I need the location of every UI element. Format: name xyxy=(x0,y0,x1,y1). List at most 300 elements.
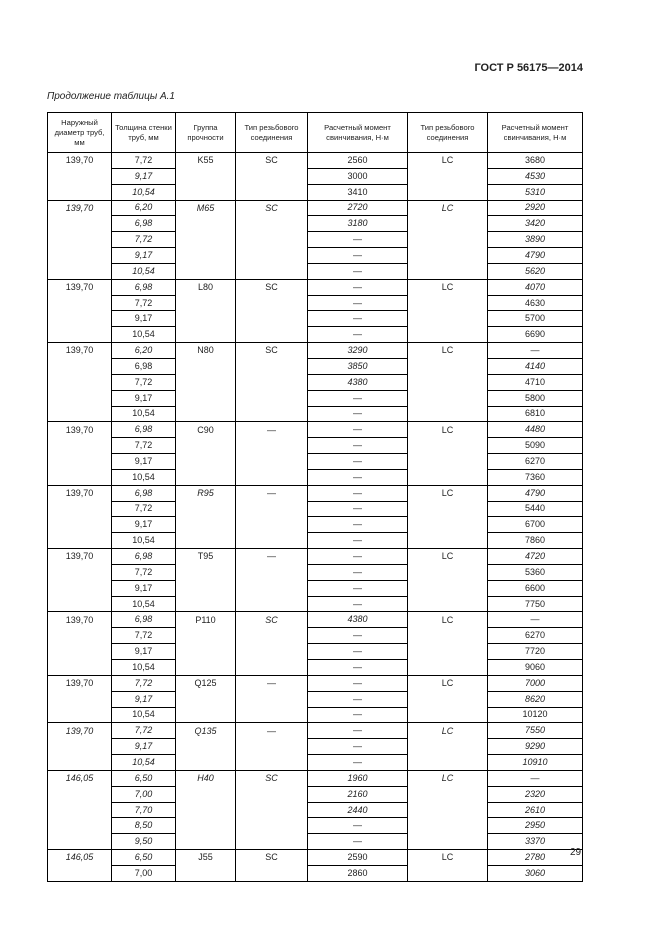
cell-torque-lc: 3060 xyxy=(488,865,583,881)
cell-torque-lc: 4720 xyxy=(488,549,583,565)
cell-torque-lc: 4790 xyxy=(488,248,583,264)
cell-outer-diameter: 146,05 xyxy=(48,770,112,786)
table-row xyxy=(48,485,583,501)
cell-outer-diameter xyxy=(48,168,112,184)
cell-wall-thickness: 7,72 xyxy=(112,628,176,644)
cell-torque-lc: — xyxy=(488,612,583,628)
cell-torque-sc: — xyxy=(308,628,408,644)
cell-wall-thickness: 6,98 xyxy=(112,279,176,295)
cell-torque-lc: 10120 xyxy=(488,707,583,723)
cell-strength-group xyxy=(176,628,236,644)
cell-outer-diameter xyxy=(48,469,112,485)
cell-wall-thickness: 9,17 xyxy=(112,248,176,264)
cell-outer-diameter: 139,70 xyxy=(48,485,112,501)
cell-torque-lc: 6270 xyxy=(488,454,583,470)
cell-torque-sc: — xyxy=(308,406,408,422)
cell-wall-thickness: 6,98 xyxy=(112,422,176,438)
cell-thread-type-sc: SC xyxy=(236,200,308,216)
cell-strength-group xyxy=(176,644,236,660)
cell-outer-diameter xyxy=(48,580,112,596)
cell-torque-sc: — xyxy=(308,723,408,739)
table-header-row xyxy=(48,113,583,153)
table-row xyxy=(48,153,583,169)
cell-outer-diameter xyxy=(48,327,112,343)
table-row xyxy=(48,406,583,422)
cell-thread-type-lc: LC xyxy=(408,770,488,786)
table-row xyxy=(48,850,583,866)
cell-wall-thickness: 6,50 xyxy=(112,770,176,786)
cell-thread-type-lc xyxy=(408,295,488,311)
cell-torque-sc: 2440 xyxy=(308,802,408,818)
cell-strength-group xyxy=(176,469,236,485)
cell-thread-type-sc: — xyxy=(236,723,308,739)
cell-wall-thickness: 7,72 xyxy=(112,564,176,580)
cell-torque-lc: 4710 xyxy=(488,374,583,390)
table-caption: Продолжение таблицы А.1 xyxy=(47,91,175,102)
cell-torque-sc: 3290 xyxy=(308,343,408,359)
cell-thread-type-sc xyxy=(236,184,308,200)
cell-strength-group xyxy=(176,358,236,374)
cell-thread-type-sc xyxy=(236,232,308,248)
cell-torque-sc: — xyxy=(308,485,408,501)
cell-thread-type-sc xyxy=(236,390,308,406)
table-row xyxy=(48,168,583,184)
cell-torque-sc: 3180 xyxy=(308,216,408,232)
cell-outer-diameter xyxy=(48,834,112,850)
table-row xyxy=(48,596,583,612)
cell-wall-thickness: 7,70 xyxy=(112,802,176,818)
cell-outer-diameter: 139,70 xyxy=(48,422,112,438)
cell-thread-type-sc: SC xyxy=(236,612,308,628)
cell-thread-type-lc xyxy=(408,818,488,834)
cell-thread-type-sc xyxy=(236,596,308,612)
table-row xyxy=(48,628,583,644)
cell-strength-group: P110 xyxy=(176,612,236,628)
cell-wall-thickness: 8,50 xyxy=(112,818,176,834)
cell-wall-thickness: 10,54 xyxy=(112,533,176,549)
cell-wall-thickness: 7,00 xyxy=(112,865,176,881)
cell-torque-sc: — xyxy=(308,390,408,406)
cell-torque-sc: — xyxy=(308,422,408,438)
cell-thread-type-sc xyxy=(236,834,308,850)
cell-thread-type-lc xyxy=(408,517,488,533)
cell-thread-type-sc xyxy=(236,755,308,771)
cell-torque-sc: 2560 xyxy=(308,153,408,169)
cell-wall-thickness: 6,98 xyxy=(112,612,176,628)
cell-torque-lc: 7750 xyxy=(488,596,583,612)
cell-thread-type-lc: LC xyxy=(408,612,488,628)
cell-thread-type-lc: LC xyxy=(408,153,488,169)
cell-thread-type-lc: LC xyxy=(408,422,488,438)
cell-strength-group xyxy=(176,707,236,723)
cell-torque-sc: — xyxy=(308,295,408,311)
cell-torque-lc: 4140 xyxy=(488,358,583,374)
cell-torque-lc: 7720 xyxy=(488,644,583,660)
cell-strength-group xyxy=(176,564,236,580)
cell-thread-type-lc: LC xyxy=(408,485,488,501)
col-header-strength-group: Группа прочности xyxy=(176,113,236,153)
cell-wall-thickness: 10,54 xyxy=(112,184,176,200)
cell-thread-type-sc xyxy=(236,580,308,596)
cell-thread-type-sc: SC xyxy=(236,343,308,359)
cell-torque-lc: 5620 xyxy=(488,263,583,279)
cell-torque-lc: 2320 xyxy=(488,786,583,802)
cell-strength-group xyxy=(176,232,236,248)
cell-thread-type-lc xyxy=(408,533,488,549)
table-row xyxy=(48,263,583,279)
cell-thread-type-lc xyxy=(408,232,488,248)
cell-wall-thickness: 9,17 xyxy=(112,168,176,184)
col-header-torque-sc: Расчетный момент свинчивания, Н·м xyxy=(308,113,408,153)
cell-thread-type-lc xyxy=(408,865,488,881)
cell-thread-type-lc xyxy=(408,628,488,644)
table-row xyxy=(48,786,583,802)
cell-strength-group: Q125 xyxy=(176,675,236,691)
cell-thread-type-lc xyxy=(408,786,488,802)
cell-torque-sc: 2860 xyxy=(308,865,408,881)
cell-torque-sc: — xyxy=(308,691,408,707)
cell-thread-type-sc xyxy=(236,660,308,676)
cell-strength-group xyxy=(176,327,236,343)
cell-thread-type-sc xyxy=(236,469,308,485)
cell-torque-sc: 4380 xyxy=(308,612,408,628)
cell-thread-type-sc: SC xyxy=(236,770,308,786)
table-row xyxy=(48,533,583,549)
cell-torque-lc: 9060 xyxy=(488,660,583,676)
cell-strength-group: M65 xyxy=(176,200,236,216)
table-row xyxy=(48,454,583,470)
cell-wall-thickness: 7,72 xyxy=(112,675,176,691)
cell-outer-diameter: 139,70 xyxy=(48,153,112,169)
cell-thread-type-sc xyxy=(236,707,308,723)
cell-outer-diameter xyxy=(48,454,112,470)
cell-torque-lc: 3680 xyxy=(488,153,583,169)
cell-strength-group xyxy=(176,533,236,549)
cell-torque-sc: — xyxy=(308,454,408,470)
cell-thread-type-lc xyxy=(408,802,488,818)
table-row xyxy=(48,390,583,406)
cell-thread-type-lc xyxy=(408,184,488,200)
table-row xyxy=(48,469,583,485)
cell-outer-diameter xyxy=(48,232,112,248)
cell-wall-thickness: 6,20 xyxy=(112,200,176,216)
cell-thread-type-sc xyxy=(236,644,308,660)
cell-outer-diameter xyxy=(48,406,112,422)
cell-thread-type-lc xyxy=(408,358,488,374)
cell-strength-group xyxy=(176,168,236,184)
cell-thread-type-lc xyxy=(408,596,488,612)
cell-thread-type-sc xyxy=(236,406,308,422)
cell-thread-type-sc xyxy=(236,438,308,454)
cell-torque-sc: 3000 xyxy=(308,168,408,184)
cell-thread-type-sc xyxy=(236,865,308,881)
cell-outer-diameter xyxy=(48,755,112,771)
cell-thread-type-lc xyxy=(408,501,488,517)
cell-thread-type-sc: SC xyxy=(236,153,308,169)
cell-wall-thickness: 9,17 xyxy=(112,691,176,707)
cell-outer-diameter xyxy=(48,818,112,834)
cell-thread-type-sc xyxy=(236,454,308,470)
col-header-wall-thickness: Толщина стенки труб, мм xyxy=(112,113,176,153)
cell-thread-type-lc xyxy=(408,739,488,755)
cell-torque-lc: 2610 xyxy=(488,802,583,818)
cell-thread-type-sc: — xyxy=(236,485,308,501)
cell-torque-sc: — xyxy=(308,564,408,580)
cell-outer-diameter xyxy=(48,295,112,311)
cell-outer-diameter xyxy=(48,644,112,660)
cell-strength-group xyxy=(176,263,236,279)
cell-strength-group xyxy=(176,580,236,596)
cell-strength-group xyxy=(176,295,236,311)
cell-torque-lc: 7360 xyxy=(488,469,583,485)
cell-wall-thickness: 7,72 xyxy=(112,723,176,739)
cell-thread-type-lc xyxy=(408,248,488,264)
cell-torque-sc: — xyxy=(308,501,408,517)
cell-strength-group: C90 xyxy=(176,422,236,438)
cell-outer-diameter xyxy=(48,263,112,279)
table-row xyxy=(48,311,583,327)
cell-wall-thickness: 9,17 xyxy=(112,454,176,470)
table-row xyxy=(48,755,583,771)
cell-torque-lc: 6810 xyxy=(488,406,583,422)
cell-outer-diameter xyxy=(48,216,112,232)
cell-strength-group xyxy=(176,739,236,755)
col-header-thread-type-sc: Тип резьбового соединения xyxy=(236,113,308,153)
cell-wall-thickness: 7,72 xyxy=(112,153,176,169)
cell-thread-type-lc: LC xyxy=(408,343,488,359)
cell-torque-sc: — xyxy=(308,549,408,565)
cell-outer-diameter xyxy=(48,628,112,644)
cell-torque-sc: 2720 xyxy=(308,200,408,216)
cell-thread-type-sc xyxy=(236,327,308,343)
cell-outer-diameter xyxy=(48,865,112,881)
table-row xyxy=(48,770,583,786)
cell-torque-lc: 4480 xyxy=(488,422,583,438)
cell-torque-sc: 3410 xyxy=(308,184,408,200)
cell-wall-thickness: 7,72 xyxy=(112,438,176,454)
cell-outer-diameter: 139,70 xyxy=(48,549,112,565)
cell-outer-diameter: 139,70 xyxy=(48,675,112,691)
cell-torque-sc: 1960 xyxy=(308,770,408,786)
table-row xyxy=(48,612,583,628)
cell-thread-type-sc: — xyxy=(236,422,308,438)
cell-torque-lc: 6700 xyxy=(488,517,583,533)
table-row xyxy=(48,802,583,818)
cell-thread-type-lc: LC xyxy=(408,549,488,565)
cell-strength-group xyxy=(176,248,236,264)
cell-torque-lc: 7000 xyxy=(488,675,583,691)
cell-torque-sc: — xyxy=(308,469,408,485)
cell-thread-type-lc: LC xyxy=(408,279,488,295)
torque-table xyxy=(47,112,583,882)
cell-wall-thickness: 6,98 xyxy=(112,216,176,232)
table-row xyxy=(48,438,583,454)
cell-strength-group xyxy=(176,184,236,200)
col-header-thread-type-lc: Тип резьбового соединения xyxy=(408,113,488,153)
cell-wall-thickness: 10,54 xyxy=(112,755,176,771)
cell-outer-diameter xyxy=(48,374,112,390)
cell-strength-group: H40 xyxy=(176,770,236,786)
page-number: 29 xyxy=(570,847,582,858)
table-row xyxy=(48,707,583,723)
cell-strength-group xyxy=(176,786,236,802)
table-row xyxy=(48,358,583,374)
cell-outer-diameter xyxy=(48,390,112,406)
cell-strength-group: L80 xyxy=(176,279,236,295)
cell-torque-lc: 3890 xyxy=(488,232,583,248)
cell-thread-type-lc xyxy=(408,454,488,470)
cell-wall-thickness: 7,72 xyxy=(112,295,176,311)
cell-torque-sc: — xyxy=(308,263,408,279)
cell-strength-group xyxy=(176,834,236,850)
table-row xyxy=(48,200,583,216)
cell-strength-group xyxy=(176,865,236,881)
cell-thread-type-sc xyxy=(236,374,308,390)
cell-thread-type-lc: LC xyxy=(408,850,488,866)
cell-thread-type-sc xyxy=(236,802,308,818)
table-row xyxy=(48,216,583,232)
cell-strength-group xyxy=(176,216,236,232)
cell-thread-type-lc xyxy=(408,438,488,454)
cell-thread-type-lc: LC xyxy=(408,675,488,691)
cell-wall-thickness: 9,17 xyxy=(112,311,176,327)
cell-thread-type-sc xyxy=(236,786,308,802)
cell-torque-lc: 3370 xyxy=(488,834,583,850)
cell-outer-diameter xyxy=(48,311,112,327)
cell-torque-sc: — xyxy=(308,675,408,691)
cell-wall-thickness: 6,98 xyxy=(112,549,176,565)
cell-torque-sc: — xyxy=(308,660,408,676)
cell-wall-thickness: 7,72 xyxy=(112,232,176,248)
cell-torque-lc: 5800 xyxy=(488,390,583,406)
cell-torque-lc: 7860 xyxy=(488,533,583,549)
cell-strength-group: T95 xyxy=(176,549,236,565)
cell-thread-type-lc xyxy=(408,216,488,232)
cell-thread-type-sc xyxy=(236,517,308,533)
cell-strength-group xyxy=(176,374,236,390)
cell-outer-diameter xyxy=(48,358,112,374)
cell-thread-type-lc xyxy=(408,834,488,850)
cell-thread-type-sc xyxy=(236,818,308,834)
cell-strength-group xyxy=(176,517,236,533)
cell-wall-thickness: 9,17 xyxy=(112,644,176,660)
cell-outer-diameter xyxy=(48,786,112,802)
cell-torque-sc: — xyxy=(308,644,408,660)
cell-thread-type-lc xyxy=(408,327,488,343)
table-row xyxy=(48,818,583,834)
cell-outer-diameter: 139,70 xyxy=(48,200,112,216)
table-row xyxy=(48,184,583,200)
cell-wall-thickness: 10,54 xyxy=(112,660,176,676)
cell-torque-sc: — xyxy=(308,755,408,771)
cell-torque-lc: 5440 xyxy=(488,501,583,517)
cell-wall-thickness: 9,17 xyxy=(112,580,176,596)
cell-torque-lc: 2950 xyxy=(488,818,583,834)
cell-thread-type-lc xyxy=(408,644,488,660)
cell-strength-group xyxy=(176,390,236,406)
cell-torque-lc: — xyxy=(488,343,583,359)
cell-outer-diameter: 139,70 xyxy=(48,279,112,295)
cell-outer-diameter xyxy=(48,501,112,517)
cell-strength-group xyxy=(176,311,236,327)
table-row xyxy=(48,422,583,438)
table-row xyxy=(48,564,583,580)
cell-thread-type-lc xyxy=(408,168,488,184)
cell-thread-type-lc: LC xyxy=(408,200,488,216)
cell-thread-type-lc xyxy=(408,755,488,771)
cell-thread-type-sc xyxy=(236,216,308,232)
cell-torque-sc: 2160 xyxy=(308,786,408,802)
cell-thread-type-lc xyxy=(408,469,488,485)
cell-wall-thickness: 9,50 xyxy=(112,834,176,850)
cell-outer-diameter xyxy=(48,739,112,755)
cell-strength-group xyxy=(176,660,236,676)
cell-strength-group xyxy=(176,501,236,517)
cell-strength-group xyxy=(176,818,236,834)
cell-torque-lc: 3420 xyxy=(488,216,583,232)
cell-wall-thickness: 10,54 xyxy=(112,263,176,279)
cell-wall-thickness: 6,98 xyxy=(112,358,176,374)
cell-torque-sc: — xyxy=(308,279,408,295)
table-row xyxy=(48,501,583,517)
table-row xyxy=(48,644,583,660)
cell-thread-type-sc xyxy=(236,739,308,755)
cell-wall-thickness: 9,17 xyxy=(112,739,176,755)
cell-strength-group xyxy=(176,755,236,771)
cell-torque-sc: — xyxy=(308,438,408,454)
cell-torque-lc: 9290 xyxy=(488,739,583,755)
cell-torque-sc: — xyxy=(308,311,408,327)
cell-torque-sc: — xyxy=(308,517,408,533)
cell-torque-lc: 2920 xyxy=(488,200,583,216)
table-row xyxy=(48,691,583,707)
table-row xyxy=(48,327,583,343)
cell-strength-group xyxy=(176,802,236,818)
standard-number: ГОСТ Р 56175—2014 xyxy=(474,62,583,74)
cell-thread-type-sc xyxy=(236,358,308,374)
table-row xyxy=(48,517,583,533)
cell-thread-type-sc xyxy=(236,564,308,580)
cell-torque-sc: 4380 xyxy=(308,374,408,390)
cell-strength-group xyxy=(176,596,236,612)
cell-strength-group: K55 xyxy=(176,153,236,169)
cell-outer-diameter xyxy=(48,707,112,723)
cell-thread-type-lc xyxy=(408,311,488,327)
cell-torque-sc: — xyxy=(308,327,408,343)
cell-thread-type-lc xyxy=(408,390,488,406)
table-row xyxy=(48,549,583,565)
cell-thread-type-lc xyxy=(408,406,488,422)
cell-torque-sc: — xyxy=(308,248,408,264)
cell-wall-thickness: 7,72 xyxy=(112,501,176,517)
cell-wall-thickness: 7,00 xyxy=(112,786,176,802)
cell-torque-lc: 4070 xyxy=(488,279,583,295)
cell-thread-type-sc: SC xyxy=(236,850,308,866)
cell-thread-type-lc xyxy=(408,707,488,723)
cell-torque-sc: — xyxy=(308,818,408,834)
cell-thread-type-sc xyxy=(236,628,308,644)
cell-torque-lc: 2780 xyxy=(488,850,583,866)
cell-strength-group xyxy=(176,454,236,470)
cell-thread-type-sc xyxy=(236,533,308,549)
cell-torque-sc: — xyxy=(308,834,408,850)
cell-thread-type-lc xyxy=(408,263,488,279)
cell-torque-lc: 8620 xyxy=(488,691,583,707)
cell-strength-group: J55 xyxy=(176,850,236,866)
cell-thread-type-lc xyxy=(408,580,488,596)
cell-wall-thickness: 9,17 xyxy=(112,517,176,533)
table-row xyxy=(48,374,583,390)
